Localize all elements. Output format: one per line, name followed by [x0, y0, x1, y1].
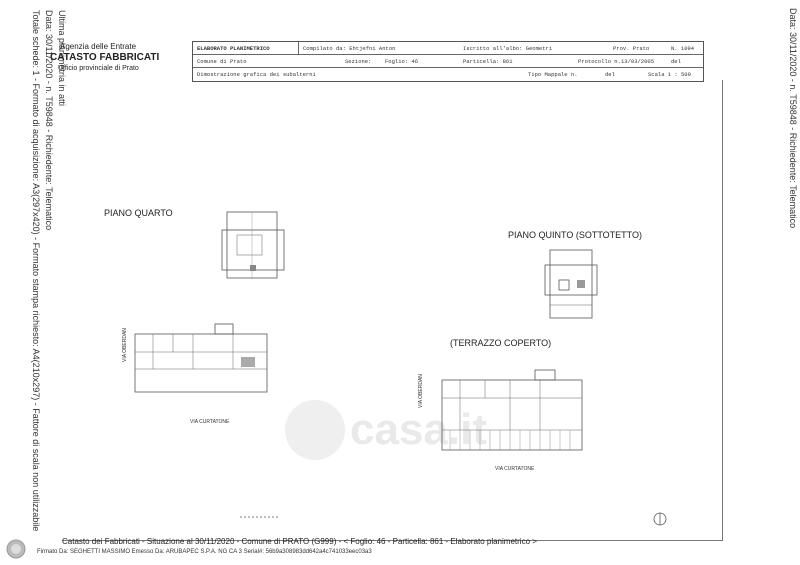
drawing-frame	[62, 80, 723, 541]
floorplan-terrazzo	[440, 368, 590, 453]
margin-note-ultima: Ultima planimetria in atti	[57, 10, 67, 107]
margin-note-data-right: Data: 30/11/2020 - n. T59848 - Richiedente: Telematico	[788, 8, 798, 229]
del-1: del	[671, 58, 681, 65]
scale-bar	[240, 514, 280, 520]
sezione: Sezione:	[345, 58, 372, 65]
doc-type: ELABORATO PLANIMETRICO	[197, 45, 270, 52]
foglio: Foglio: 46	[385, 58, 419, 65]
floorplan-piano-quinto	[545, 250, 600, 320]
street-via-oberdan-2: VIA OBERDAN	[418, 374, 424, 408]
label-terrazzo: (TERRAZZO COPERTO)	[450, 338, 552, 348]
ufficio-name: Ufficio provinciale di Prato	[58, 65, 139, 72]
footer-summary: Catasto dei Fabbricati - Situazione al 30/11/2020 - Comune di PRATO (G999) - < Foglio: 46 - Particella: 861 - Elaborato planimetrico >	[62, 537, 537, 546]
seal-icon	[4, 537, 28, 561]
catasto-title: CATASTO FABBRICATI	[50, 52, 160, 63]
margin-note-schede: Totale schede: 1 - Formato di acquisizione: A3(297x420) - Formato stampa richiesto: A4(210x297) - Fattore di scala non utilizzabile	[31, 10, 41, 532]
margin-note-data-left: Data: 30/11/2020 - n. T59848 - Richiedente: Telematico	[44, 10, 54, 231]
floorplan-piano-quarto	[222, 210, 292, 280]
dimostrazione: Dimostrazione grafica dei subalterni	[197, 71, 316, 78]
label-piano-quarto: PIANO QUARTO	[104, 208, 173, 218]
header-table	[192, 41, 704, 82]
label-piano-quinto: PIANO QUINTO (SOTTOTETTO)	[508, 230, 643, 240]
protocollo-date: 13/03/2005	[621, 58, 655, 65]
compilato: Compilato da: Ehtjefni Anton	[303, 45, 396, 52]
provincia: Prov. Prato	[613, 45, 650, 52]
del-2: del	[605, 71, 615, 78]
agency-name: Agenzia delle Entrate	[60, 42, 137, 51]
footer-firma: Firmato Da: SEGHETTI MASSIMO Emesso Da: ARUBAPEC S.P.A. NG CA 3 Serial#: 56b9a308983dd642a4c741033eec03a3	[37, 549, 372, 555]
north-arrow-icon	[652, 511, 668, 527]
watermark-text: casa.it	[350, 405, 487, 454]
street-via-curtatone-2: VIA CURTATONE	[495, 466, 535, 472]
street-via-oberdan-1: VIA OBERDAN	[122, 328, 128, 362]
numero: N. 1094	[671, 45, 695, 52]
floorplan-quarto-detail	[133, 322, 273, 402]
watermark-logo	[285, 400, 345, 460]
scala: Scala 1 : 500	[648, 71, 691, 78]
particella: Particella: 861	[463, 58, 513, 65]
iscritto: Iscritto all'albo: Geometri	[463, 45, 553, 52]
street-via-curtatone-1: VIA CURTATONE	[190, 419, 230, 425]
protocollo: Protocollo n.	[578, 58, 621, 65]
comune: Comune di Prato	[197, 58, 247, 65]
tipo-mappale: Tipo Mappale n.	[528, 71, 578, 78]
